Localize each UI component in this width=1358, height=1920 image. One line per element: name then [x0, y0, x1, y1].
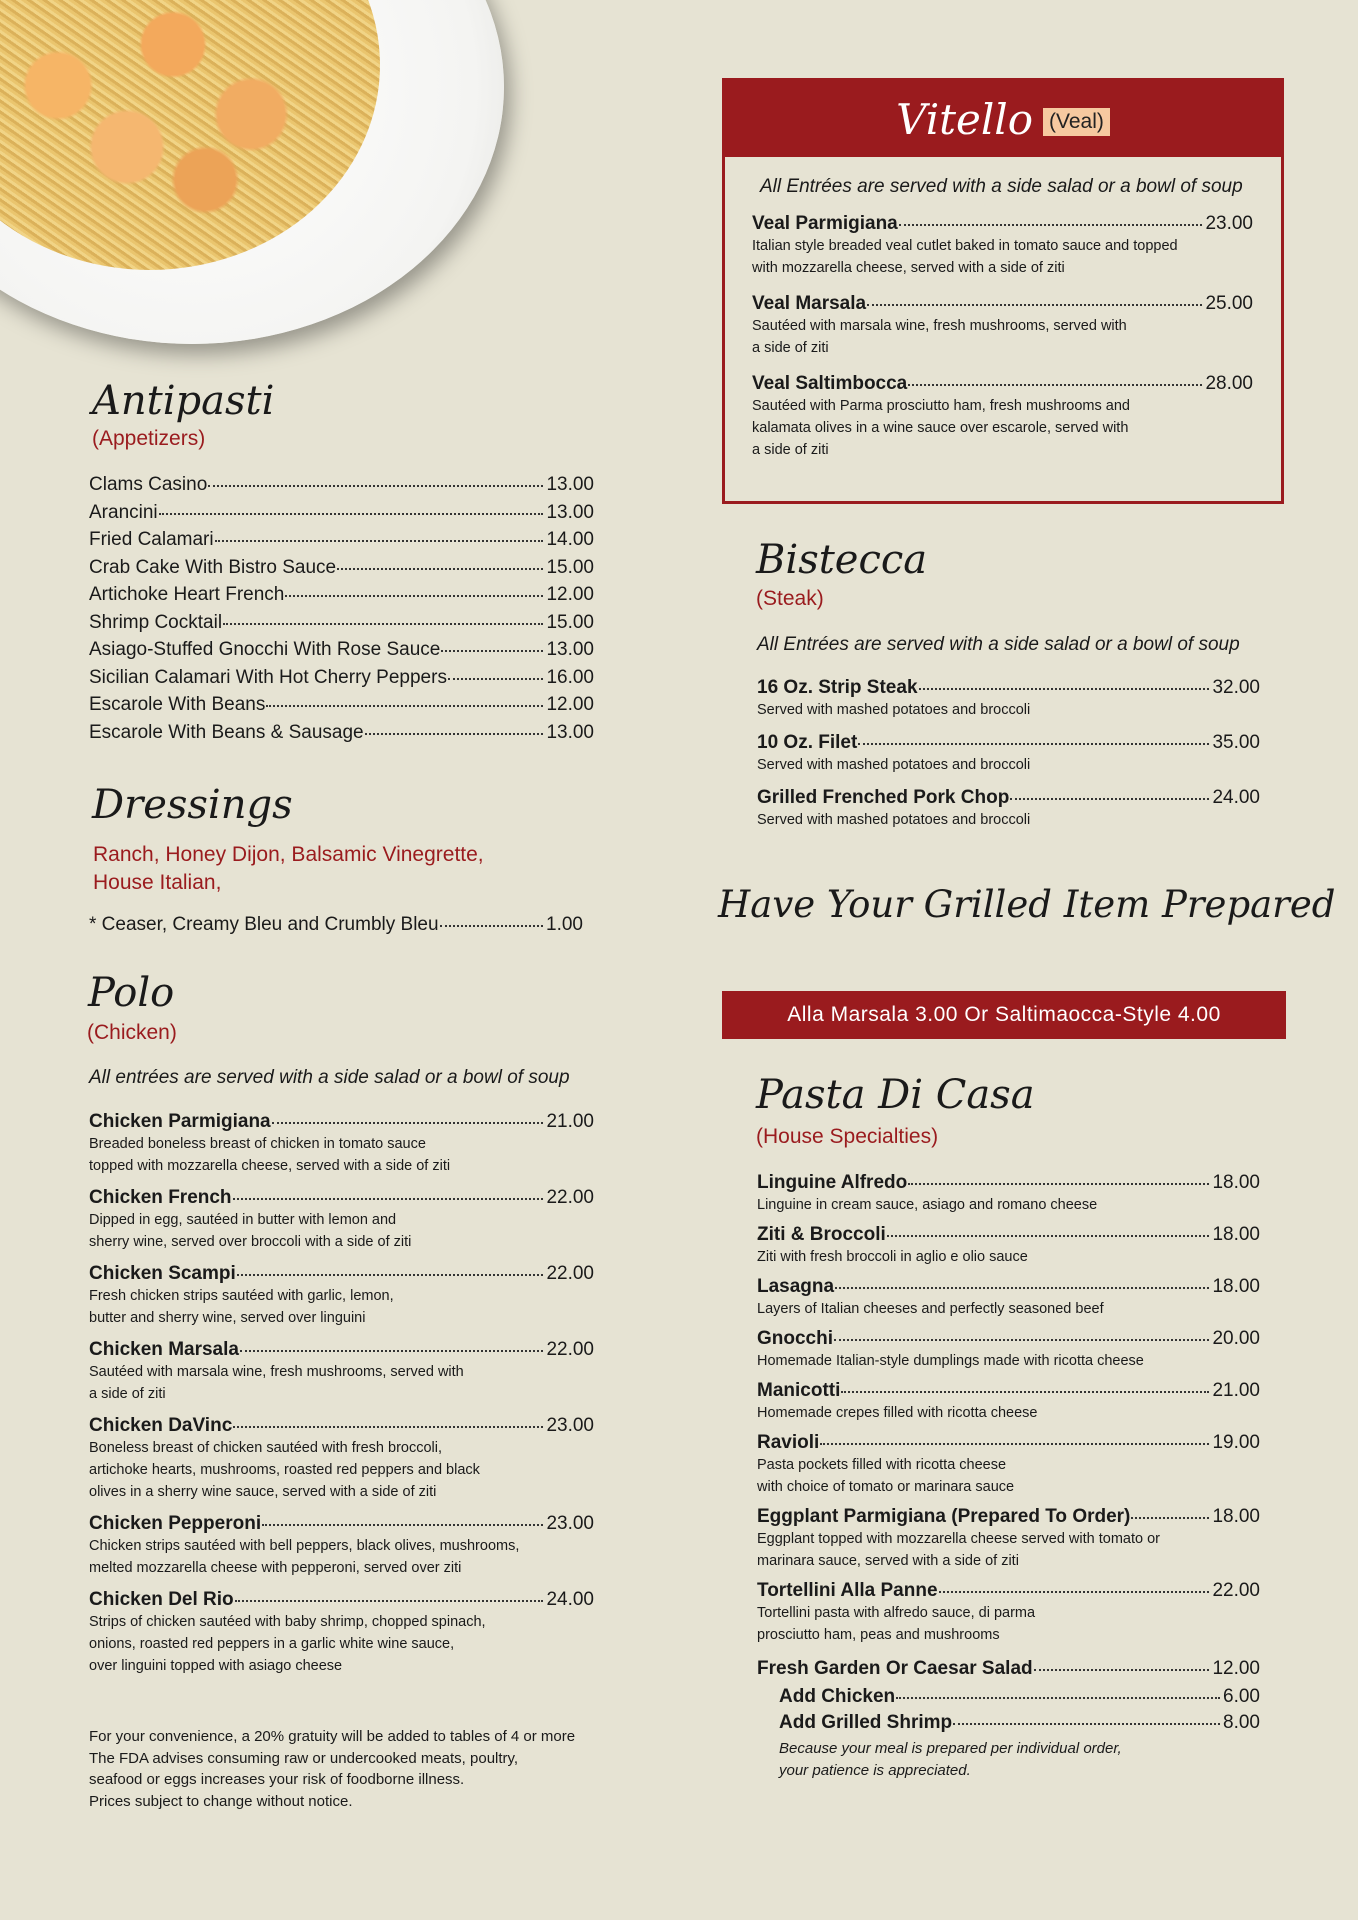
item-price: 12.00	[546, 584, 594, 605]
item-price: 18.00	[1212, 1506, 1260, 1527]
pasta-list	[757, 1172, 1260, 1782]
pasta-subtitle: (House Specialties)	[756, 1125, 939, 1148]
salad-item	[757, 1658, 1260, 1680]
item-description: Dipped in egg, sautéed in butter with lemon and	[89, 1212, 397, 1228]
veal-title: Vitello	[896, 94, 1034, 144]
appetizer-item	[89, 694, 594, 722]
appetizers-list	[89, 474, 594, 749]
item-description: Strips of chicken sautéed with baby shrimp, chopped spinach,	[89, 1614, 486, 1630]
pasta-item	[757, 1580, 1260, 1646]
steak-note: All Entrées are served with a side salad or a bowl of soup	[757, 634, 1240, 655]
item-description: artichoke hearts, mushrooms, roasted red peppers and black	[89, 1462, 480, 1478]
leader-dots	[237, 1274, 544, 1276]
item-name: Grilled Frenched Pork Chop	[757, 787, 1010, 808]
item-description: olives in a sherry wine sauce, served with a side of ziti	[89, 1484, 437, 1500]
leader-dots	[867, 304, 1202, 306]
shrimp-scampi-food	[0, 0, 380, 270]
item-name: * Ceaser, Creamy Bleu and Crumbly Bleu	[89, 914, 439, 935]
item-name: Tortellini Alla Panne	[757, 1580, 938, 1601]
veal-section	[722, 78, 1284, 504]
item-price: 14.00	[546, 529, 594, 550]
item-description: Breaded boneless breast of chicken in tomato sauce	[89, 1136, 426, 1152]
appetizer-item	[89, 584, 594, 612]
item-description: Pasta pockets filled with ricotta cheese	[757, 1457, 1007, 1473]
dressings-list-line: Ranch, Honey Dijon, Balsamic Vinegrette,	[93, 843, 484, 866]
item-price: 23.00	[1205, 213, 1253, 234]
item-description: Linguine in cream sauce, asiago and romano cheese	[757, 1197, 1098, 1213]
item-name: Artichoke Heart French	[89, 584, 285, 605]
item-description: onions, roasted red peppers in a garlic white wine sauce,	[89, 1636, 455, 1652]
item-name: Fresh Garden Or Caesar Salad	[757, 1658, 1033, 1679]
item-description: sherry wine, served over broccoli with a side of ziti	[89, 1234, 412, 1250]
steak-subtitle: (Steak)	[756, 587, 824, 610]
leader-dots	[240, 1350, 543, 1352]
chicken-subtitle: (Chicken)	[87, 1021, 177, 1044]
patience-note-line: Because your meal is prepared per individual order,	[779, 1740, 1122, 1757]
footnote-line: The FDA advises consuming raw or undercooked meats, poultry,	[89, 1749, 519, 1767]
veal-tag: (Veal)	[1043, 108, 1110, 136]
item-description: Sautéed with marsala wine, fresh mushrooms, served with	[89, 1364, 464, 1380]
leader-dots	[441, 650, 543, 652]
chicken-list	[89, 1111, 594, 1687]
leader-dots	[159, 513, 544, 515]
item-price: 13.00	[546, 639, 594, 660]
item-price: 12.00	[546, 694, 594, 715]
item-name: Ziti & Broccoli	[757, 1224, 886, 1245]
item-name: Eggplant Parmigiana (Prepared To Order)	[757, 1506, 1131, 1527]
item-name: Arancini	[89, 501, 158, 523]
item-price: 12.00	[1212, 1658, 1260, 1679]
leader-dots	[841, 1391, 1209, 1393]
item-description: Homemade Italian-style dumplings made with ricotta cheese	[757, 1353, 1144, 1369]
appetizer-item	[89, 502, 594, 530]
item-price: 18.00	[1212, 1276, 1260, 1297]
footnotes	[89, 1726, 575, 1812]
chicken-item	[89, 1187, 594, 1253]
footnote-line: seafood or eggs increases your risk of foodborne illness.	[89, 1771, 465, 1788]
item-name: Chicken Del Rio	[89, 1589, 234, 1610]
item-description: a side of ziti	[752, 442, 829, 458]
appetizer-item	[89, 474, 594, 502]
item-price: 20.00	[1212, 1328, 1260, 1349]
appetizer-item	[89, 557, 594, 585]
leader-dots	[858, 743, 1209, 745]
addon-item	[779, 1712, 1260, 1734]
item-price: 32.00	[1212, 677, 1260, 698]
item-description: a side of ziti	[89, 1386, 166, 1402]
item-name: Chicken Marsala	[89, 1339, 239, 1360]
leader-dots	[285, 595, 543, 597]
item-price: 15.00	[546, 611, 594, 633]
leader-dots	[233, 1426, 543, 1428]
pasta-item	[757, 1380, 1260, 1424]
appetizer-item	[89, 667, 594, 695]
item-description: Served with mashed potatoes and broccoli	[757, 702, 1031, 718]
leader-dots	[896, 1697, 1220, 1699]
salad-addons	[779, 1686, 1260, 1782]
veal-item	[752, 293, 1253, 359]
item-price: 13.00	[546, 721, 594, 743]
item-name: Veal Saltimbocca	[752, 373, 908, 394]
pasta-item	[757, 1432, 1260, 1498]
item-price: 8.00	[1223, 1712, 1260, 1733]
item-description: melted mozzarella cheese with pepperoni, served over ziti	[89, 1560, 462, 1576]
item-price: 13.00	[546, 501, 594, 523]
item-name: Lasagna	[757, 1276, 835, 1297]
leader-dots	[899, 224, 1203, 226]
item-description: Served with mashed potatoes and broccoli	[757, 757, 1031, 773]
leader-dots	[448, 678, 544, 680]
leader-dots	[908, 1183, 1209, 1185]
appetizer-item	[89, 529, 594, 557]
item-name: Chicken Pepperoni	[89, 1513, 262, 1534]
chicken-item	[89, 1513, 594, 1579]
chicken-item	[89, 1339, 594, 1405]
item-description: with mozzarella cheese, served with a side of ziti	[752, 260, 1065, 276]
item-price: 22.00	[546, 1263, 594, 1284]
steak-item	[757, 677, 1260, 721]
item-name: Gnocchi	[757, 1328, 834, 1349]
pasta-item	[757, 1224, 1260, 1268]
item-name: 16 Oz. Strip Steak	[757, 677, 918, 698]
item-name: Chicken French	[89, 1187, 232, 1208]
leader-dots	[208, 485, 543, 487]
item-price: 35.00	[1212, 732, 1260, 753]
item-description: Sautéed with marsala wine, fresh mushrooms, served with	[752, 318, 1127, 334]
veal-item	[752, 373, 1253, 461]
veal-item	[752, 213, 1253, 279]
item-description: Italian style breaded veal cutlet baked in tomato sauce and topped	[752, 238, 1178, 254]
addon-item	[779, 1686, 1260, 1708]
item-price: 16.00	[546, 666, 594, 688]
appetizers-title: Antipasti	[92, 378, 275, 424]
appetizer-item	[89, 722, 594, 750]
leader-dots	[233, 1198, 544, 1200]
leader-dots	[1010, 798, 1209, 800]
leader-dots	[365, 733, 544, 735]
leader-dots	[887, 1235, 1210, 1237]
grilled-style-banner: Alla Marsala 3.00 Or Saltimaocca-Style 4.00	[722, 991, 1286, 1039]
item-description: Eggplant topped with mozzarella cheese served with tomato or	[757, 1531, 1160, 1547]
item-price: 15.00	[546, 556, 594, 578]
appetizers-subtitle: (Appetizers)	[92, 427, 206, 450]
footnote-line: For your convenience, a 20% gratuity will be added to tables of 4 or more	[89, 1728, 576, 1745]
footnote-line: Prices subject to change without notice.	[89, 1792, 353, 1810]
item-name: 10 Oz. Filet	[757, 732, 858, 753]
grilled-heading: Have Your Grilled Item Prepared	[718, 883, 1336, 926]
item-price: 25.00	[1205, 293, 1253, 314]
leader-dots	[919, 688, 1210, 690]
item-description: Chicken strips sautéed with bell peppers, black olives, mushrooms,	[89, 1538, 520, 1554]
item-description: with choice of tomato or marinara sauce	[757, 1479, 1015, 1495]
item-name: Crab Cake With Bistro Sauce	[89, 556, 337, 578]
dressings-list-line: House Italian,	[93, 871, 222, 894]
leader-dots	[908, 384, 1202, 386]
item-description: Sautéed with Parma prosciutto ham, fresh mushrooms and	[752, 398, 1130, 414]
chicken-title: Polo	[88, 970, 175, 1016]
leader-dots	[266, 705, 543, 707]
shrimp-pasta-photo	[0, 0, 504, 344]
item-price: 18.00	[1212, 1224, 1260, 1245]
item-description: Served with mashed potatoes and broccoli	[757, 812, 1031, 828]
item-description: topped with mozzarella cheese, served with a side of ziti	[89, 1158, 451, 1174]
veal-note: All Entrées are served with a side salad or a bowl of soup	[760, 176, 1243, 197]
item-price: 23.00	[546, 1513, 594, 1534]
patience-note	[779, 1738, 1260, 1782]
item-price: 23.00	[546, 1415, 594, 1436]
dressings-title: Dressings	[92, 782, 293, 828]
item-name: Add Grilled Shrimp	[779, 1712, 953, 1733]
item-price: 13.00	[546, 474, 594, 495]
item-name: Chicken Parmigiana	[89, 1111, 271, 1132]
item-description: prosciutto ham, peas and mushrooms	[757, 1627, 1000, 1643]
item-name: Veal Parmigiana	[752, 213, 898, 234]
item-description: Homemade crepes filled with ricotta cheese	[757, 1405, 1038, 1421]
leader-dots	[939, 1591, 1210, 1593]
item-name: Shrimp Cocktail	[89, 611, 223, 633]
pasta-title: Pasta Di Casa	[756, 1072, 1035, 1118]
chicken-item	[89, 1263, 594, 1329]
item-name: Clams Casino	[89, 474, 208, 495]
item-name: Veal Marsala	[752, 293, 867, 314]
chicken-item	[89, 1111, 594, 1177]
pasta-item	[757, 1328, 1260, 1372]
steak-title: Bistecca	[756, 537, 928, 583]
item-price: 21.00	[546, 1111, 594, 1132]
item-description: marinara sauce, served with a side of ziti	[757, 1553, 1019, 1569]
appetizer-item	[89, 639, 594, 667]
item-name: Add Chicken	[779, 1686, 896, 1707]
chicken-item	[89, 1589, 594, 1677]
item-price: 21.00	[1212, 1380, 1260, 1401]
patience-note-line: your patience is appreciated.	[779, 1762, 971, 1779]
leader-dots	[337, 568, 543, 570]
item-price: 6.00	[1223, 1686, 1260, 1707]
item-description: Ziti with fresh broccoli in aglio e olio sauce	[757, 1249, 1028, 1265]
veal-list	[752, 213, 1253, 461]
item-price: 22.00	[1212, 1580, 1260, 1601]
item-description: Fresh chicken strips sautéed with garlic, lemon,	[89, 1288, 394, 1304]
item-name: Chicken DaVinc	[89, 1415, 233, 1436]
item-name: Linguine Alfredo	[757, 1172, 908, 1193]
appetizer-item	[89, 612, 594, 640]
item-description: Boneless breast of chicken sautéed with fresh broccoli,	[89, 1440, 443, 1456]
chicken-item	[89, 1415, 594, 1503]
leader-dots	[1034, 1669, 1210, 1671]
leader-dots	[223, 623, 543, 625]
leader-dots	[953, 1723, 1220, 1725]
leader-dots	[440, 925, 543, 927]
item-price: 24.00	[546, 1589, 594, 1610]
item-description: Layers of Italian cheeses and perfectly seasoned beef	[757, 1301, 1104, 1317]
item-name: Escarole With Beans	[89, 694, 266, 715]
item-name: Asiago-Stuffed Gnocchi With Rose Sauce	[89, 639, 441, 660]
leader-dots	[272, 1122, 544, 1124]
leader-dots	[235, 1600, 544, 1602]
leader-dots	[262, 1524, 543, 1526]
pasta-item	[757, 1506, 1260, 1572]
leader-dots	[820, 1443, 1209, 1445]
dressings-list	[93, 841, 484, 897]
steak-list	[757, 677, 1260, 844]
leader-dots	[835, 1287, 1209, 1289]
item-price: 22.00	[546, 1339, 594, 1360]
item-price: 19.00	[1212, 1432, 1260, 1453]
item-name: Sicilian Calamari With Hot Cherry Peppers	[89, 666, 447, 688]
leader-dots	[215, 540, 544, 542]
item-price: 22.00	[546, 1187, 594, 1208]
item-name: Fried Calamari	[89, 529, 214, 550]
pasta-item	[757, 1172, 1260, 1216]
item-price: 1.00	[546, 914, 583, 935]
item-price: 28.00	[1205, 373, 1253, 394]
leader-dots	[1131, 1517, 1209, 1519]
veal-header	[725, 81, 1281, 157]
dressings-extra	[89, 914, 583, 936]
item-description: over linguini topped with asiago cheese	[89, 1658, 343, 1674]
item-price: 18.00	[1212, 1172, 1260, 1193]
steak-item	[757, 732, 1260, 776]
leader-dots	[834, 1339, 1209, 1341]
item-name: Chicken Scampi	[89, 1263, 236, 1284]
steak-item	[757, 787, 1260, 831]
item-price: 24.00	[1212, 787, 1260, 808]
item-name: Manicotti	[757, 1380, 841, 1401]
pasta-item	[757, 1276, 1260, 1320]
item-description: Tortellini pasta with alfredo sauce, di parma	[757, 1605, 1036, 1621]
item-name: Ravioli	[757, 1432, 820, 1453]
item-name: Escarole With Beans & Sausage	[89, 721, 364, 743]
item-description: a side of ziti	[752, 340, 829, 356]
item-description: butter and sherry wine, served over linguini	[89, 1310, 366, 1326]
chicken-note: All entrées are served with a side salad or a bowl of soup	[89, 1067, 570, 1088]
item-description: kalamata olives in a wine sauce over escarole, served with	[752, 420, 1129, 436]
